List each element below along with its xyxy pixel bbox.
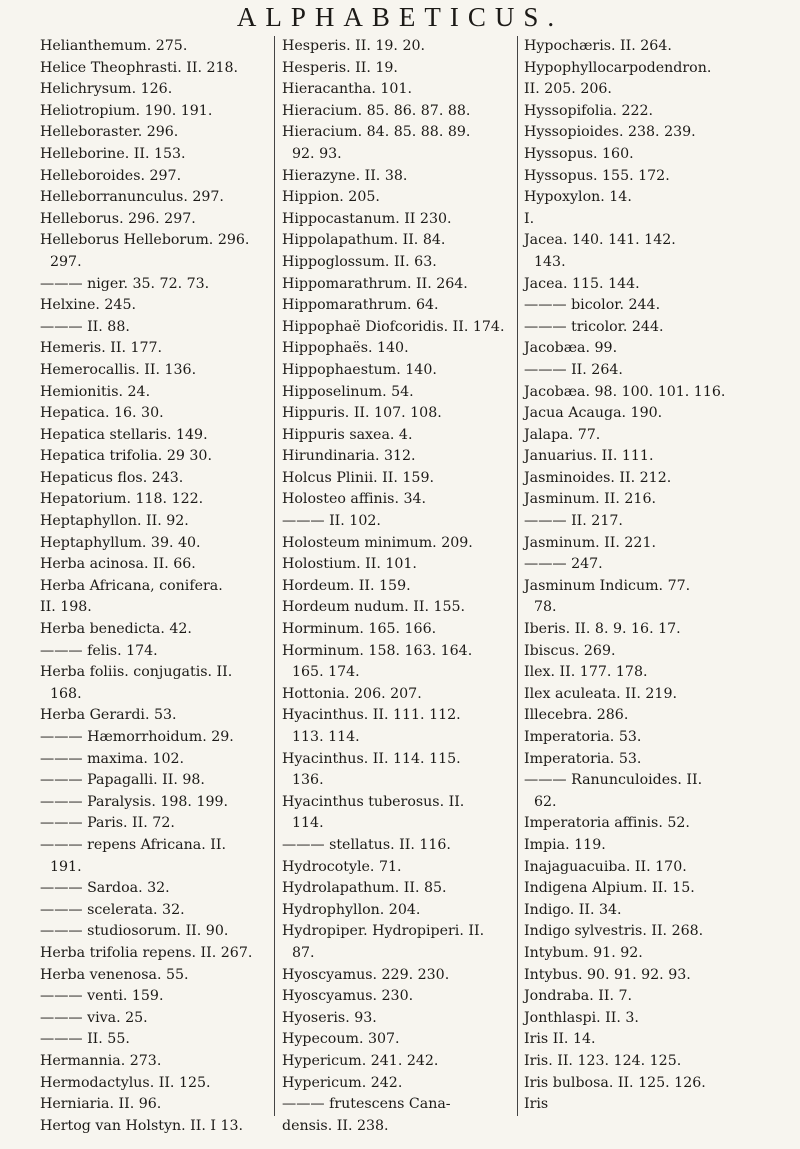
index-entry: Herba venenosa. 55. [40,966,189,983]
index-entry: densis. II. 238. [282,1117,389,1134]
index-entry: Horminum. 165. 166. [282,621,437,638]
index-entry: ——— studiosorum. II. 90. [40,923,229,940]
index-entry: Helleborus Helleborum. 296. [40,232,250,249]
index-entry: Hypericum. 241. 242. [282,1052,439,1069]
index-entry: Helleborine. II. 153. [40,145,186,162]
index-entry: 114. [292,815,324,832]
index-entry: Heptaphyllum. 39. 40. [40,534,201,551]
index-entry: Iris. II. 123. 124. 125. [524,1052,682,1069]
index-entry: Hippion. 205. [282,189,380,206]
index-entry: Helichrysum. 126. [40,81,173,98]
index-entry: Hydrocotyle. 71. [282,858,402,875]
index-entry: 87. [292,944,315,961]
index-entry: Jasminum. II. 216. [524,491,656,508]
index-entry: Helxine. 245. [40,297,136,314]
index-entry: ——— 247. [524,556,603,573]
index-entry: Herba foliis. conjugatis. II. [40,664,233,681]
index-entry: Helleborus. 296. 297. [40,210,196,227]
index-entry: Herba acinosa. II. 66. [40,556,196,573]
index-entry: Intybum. 91. 92. [524,944,643,961]
index-entry: Jonthlaspi. II. 3. [524,1009,639,1026]
index-entry: Hippophaë Diofcoridis. II. 174. [282,318,505,335]
index-entry: ——— viva. 25. [40,1009,148,1026]
index-entry: Hordeum nudum. II. 155. [282,599,466,616]
index-entry: Hippocastanum. II 230. [282,210,452,227]
index-entry: Hottonia. 206. 207. [282,685,422,702]
index-entry: Hermodactylus. II. 125. [40,1074,211,1091]
index-entry: ——— II. 55. [40,1031,130,1048]
index-entry: Hyssopifolia. 222. [524,102,654,119]
index-entry: ——— stellatus. II. 116. [282,836,451,853]
index-entry: II. 198. [40,599,92,616]
index-entry: Hippolapathum. II. 84. [282,232,446,249]
index-entry: Imperatoria affinis. 52. [524,815,690,832]
index-column-3 [524,36,786,1116]
page-header: ALPHABETICUS. [236,2,564,32]
index-entry: Jasminum Indicum. 77. [524,577,691,594]
index-entry: I. [524,210,535,227]
index-entry: 78. [534,599,557,616]
index-entry: Hyoscyamus. 230. [282,988,414,1005]
index-entry: Hyacinthus. II. 114. 115. [282,750,461,767]
index-entry: II. 205. 206. [524,81,612,98]
index-entry: 297. [50,253,82,270]
index-entry: Hepaticus flos. 243. [40,469,184,486]
index-entry: 136. [292,772,324,789]
index-entry: ——— scelerata. 32. [40,901,185,918]
index-entry: Indigena Alpium. II. 15. [524,880,695,897]
column-divider [274,36,275,1116]
index-entry: Illecebra. 286. [524,707,629,724]
index-entry: Hepatica stellaris. 149. [40,426,208,443]
index-entry: Indigo sylvestris. II. 268. [524,923,704,940]
index-entry: ——— II. 264. [524,361,623,378]
index-entry: Hermannia. 273. [40,1052,162,1069]
index-entry: Ibiscus. 269. [524,642,616,659]
index-entry: Hipposelinum. 54. [282,383,414,400]
index-entry: Helleborranunculus. 297. [40,189,224,206]
index-entry: Iberis. II. 8. 9. 16. 17. [524,621,681,638]
index-entry: Januarius. II. 111. [524,448,654,465]
index-entry: Hippomarathrum. 64. [282,297,439,314]
index-entry: ——— repens Africana. II. [40,836,226,853]
index-entry: Herba benedicta. 42. [40,621,192,638]
index-entry: ——— maxima. 102. [40,750,185,767]
index-entry: Herba trifolia repens. II. 267. [40,944,253,961]
index-entry: ——— II. 88. [40,318,130,335]
index-entry: Iris [524,1096,549,1113]
index-entry: Iris II. 14. [524,1031,596,1048]
index-entry: Jacea. 140. 141. 142. [524,232,676,249]
index-entry: Jacua Acauga. 190. [524,405,663,422]
index-entry: Herba Gerardi. 53. [40,707,177,724]
index-entry: Hierazyne. II. 38. [282,167,408,184]
index-entry: Hypecoum. 307. [282,1031,400,1048]
index-entry: ——— frutescens Cana- [282,1096,451,1113]
index-entry: Imperatoria. 53. [524,729,642,745]
index-entry: Jacobæa. 98. 100. 101. 116. [524,383,726,400]
index-entry: 143. [534,253,566,270]
index-entry: Horminum. 158. 163. 164. [282,642,473,659]
index-entry: Hyoseris. 93. [282,1009,377,1026]
index-entry: ——— niger. 35. 72. 73. [40,275,210,292]
index-entry: ——— Paralysis. 198. 199. [40,793,229,810]
index-entry: Impia. 119. [524,836,606,853]
index-entry: Holosteo affinis. 34. [282,491,427,508]
index-entry: Hieracantha. 101. [282,81,412,98]
index-entry: 62. [534,793,557,810]
index-entry: Hyssopioides. 238. 239. [524,124,696,141]
index-entry: Herba Africana, conifera. [40,577,223,594]
index-entry: Hepatorium. 118. 122. [40,491,204,508]
index-entry: Hirundinaria. 312. [282,448,416,465]
index-entry: Jacobæa. 99. [524,340,618,357]
index-entry: ——— felis. 174. [40,642,158,659]
index-entry: ——— Hæmorrhoidum. 29. [40,729,234,745]
index-entry: Ilex. II. 177. 178. [524,664,648,681]
index-entry: 168. [50,685,82,702]
index-entry: Jalapa. 77. [524,426,601,443]
index-entry: 92. 93. [292,145,342,162]
index-entry: Helleboraster. 296. [40,124,179,141]
index-entry: Hydropiper. Hydropiperi. II. [282,923,485,940]
index-entry: Holosteum minimum. 209. [282,534,473,551]
index-entry: Hemeris. II. 177. [40,340,163,357]
index-entry: Hyssopus. 160. [524,145,634,162]
index-entry: ——— II. 217. [524,513,623,530]
index-entry: Hypericum. 242. [282,1074,403,1091]
index-entry: Holcus Plinii. II. 159. [282,469,434,486]
index-entry: Hippuris. II. 107. 108. [282,405,442,422]
index-entry: ——— II. 102. [282,513,381,530]
index-entry: Holostium. II. 101. [282,556,417,573]
index-column-1 [40,36,272,1137]
index-entry: Jacea. 115. 144. [524,275,640,292]
index-entry: ——— Papagalli. II. 98. [40,772,205,789]
index-entry: Helice Theophrasti. II. 218. [40,59,239,76]
index-entry: Hypochæris. II. 264. [524,38,672,54]
index-entry: Heliotropium. 190. 191. [40,102,213,119]
index-entry: 191. [50,858,82,875]
index-entry: Hepatica. 16. 30. [40,405,164,422]
index-entry: Hippuris saxea. 4. [282,426,413,443]
index-entry: Hypoxylon. 14. [524,189,632,206]
index-entry: Heptaphyllon. II. 92. [40,513,189,530]
index-entry: Hypophyllocarpodendron. [524,59,712,76]
index-entry: ——— Ranunculoides. II. [524,772,703,789]
index-entry: Hyacinthus tuberosus. II. [282,793,465,810]
index-entry: Hieracium. 85. 86. 87. 88. [282,102,471,119]
index-entry: ——— tricolor. 244. [524,318,664,335]
index-entry: Indigo. II. 34. [524,901,622,918]
index-entry: 113. 114. [292,729,360,745]
column-divider [517,36,518,1116]
index-entry: Hemerocallis. II. 136. [40,361,197,378]
index-entry: Helianthemum. 275. [40,38,188,54]
index-entry: Hyacinthus. II. 111. 112. [282,707,461,724]
index-entry: Hyoscyamus. 229. 230. [282,966,450,983]
index-entry: ——— venti. 159. [40,988,164,1005]
index-entry: ——— bicolor. 244. [524,297,661,314]
index-entry: Iris bulbosa. II. 125. 126. [524,1074,706,1091]
index-entry: Hippoglossum. II. 63. [282,253,437,270]
index-entry: Ilex aculeata. II. 219. [524,685,677,702]
index-entry: Hydrolapathum. II. 85. [282,880,447,897]
index-entry: Jondraba. II. 7. [524,988,633,1005]
index-entry: Hesperis. II. 19. [282,59,398,76]
index-entry: Hesperis. II. 19. 20. [282,38,426,54]
index-entry: Herniaria. II. 96. [40,1096,162,1113]
index-entry: Jasminum. II. 221. [524,534,656,551]
index-entry: Hippophaestum. 140. [282,361,437,378]
index-entry: Hertog van Holstyn. II. I 13. [40,1117,244,1134]
index-entry: Helleboroides. 297. [40,167,182,184]
index-entry: ——— Paris. II. 72. [40,815,175,832]
index-entry: Hippophaës. 140. [282,340,409,357]
index-entry: Hepatica trifolia. 29 30. [40,448,212,465]
index-entry: Intybus. 90. 91. 92. 93. [524,966,691,983]
index-entry: 165. 174. [292,664,360,681]
index-entry: Hyssopus. 155. 172. [524,167,670,184]
index-entry: Inajaguacuiba. II. 170. [524,858,687,875]
index-entry: Hippomarathrum. II. 264. [282,275,468,292]
index-column-2 [282,36,514,1137]
index-entry: Jasminoides. II. 212. [524,469,672,486]
index-entry: Hemionitis. 24. [40,383,151,400]
index-entry: Imperatoria. 53. [524,750,642,767]
index-entry: Hieracium. 84. 85. 88. 89. [282,124,471,141]
index-entry: Hydrophyllon. 204. [282,901,421,918]
index-entry: Hordeum. II. 159. [282,577,411,594]
index-entry: ——— Sardoa. 32. [40,880,170,897]
